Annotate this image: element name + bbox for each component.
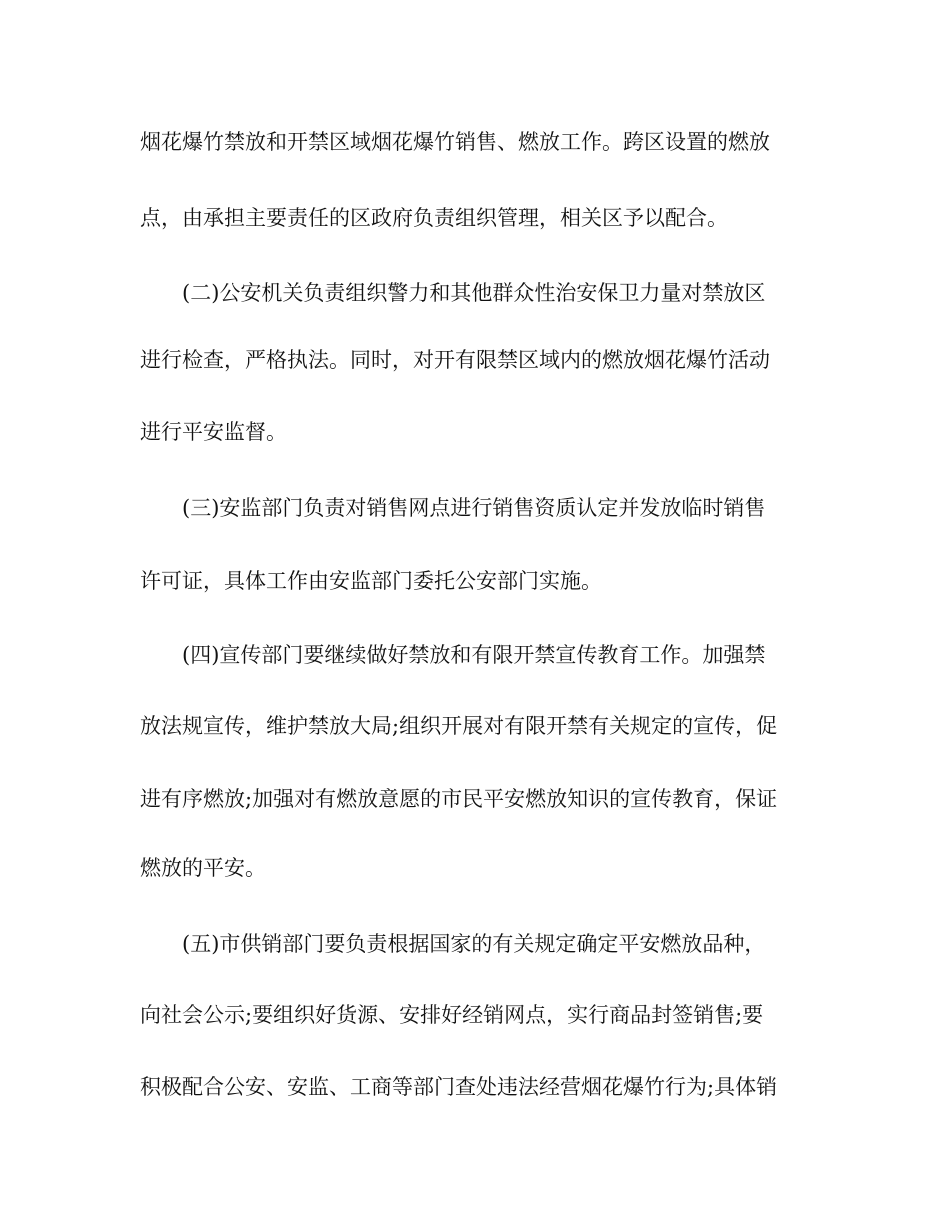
paragraph-line: (五)市供销部门要负责根据国家的有关规定确定平安燃放品种，: [182, 932, 766, 956]
paragraph-line: 进行检查，严格执法。同时，对开有限禁区域内的燃放烟花爆竹活动: [140, 348, 770, 372]
paragraph-line: 进行平安监督。: [140, 420, 287, 444]
paragraph-line: 进有序燃放;加强对有燃放意愿的市民平安燃放知识的宣传教育，保证: [140, 787, 778, 811]
paragraph-line: 点，由承担主要责任的区政府负责组织管理，相关区予以配合。: [140, 206, 728, 230]
paragraph-line: 向社会公示;要组织好货源、安排好经销网点，实行商品封签销售;要: [140, 1003, 764, 1027]
paragraph-line: (三)安监部门负责对销售网点进行销售资质认定并发放临时销售: [182, 496, 766, 520]
paragraph-line: 燃放的平安。: [140, 856, 266, 880]
paragraph-line: (四)宣传部门要继续做好禁放和有限开禁宣传教育工作。加强禁: [182, 643, 766, 667]
paragraph-line: 积极配合公安、安监、工商等部门查处违法经营烟花爆竹行为;具体销: [140, 1075, 778, 1099]
paragraph-line: 放法规宣传，维护禁放大局;组织开展对有限开禁有关规定的宣传，促: [140, 714, 778, 738]
paragraph-line: 烟花爆竹禁放和开禁区域烟花爆竹销售、燃放工作。跨区设置的燃放: [140, 130, 770, 154]
paragraph-line: 许可证，具体工作由安监部门委托公安部门实施。: [140, 569, 602, 593]
paragraph-line: (二)公安机关负责组织警力和其他群众性治安保卫力量对禁放区: [182, 281, 766, 305]
